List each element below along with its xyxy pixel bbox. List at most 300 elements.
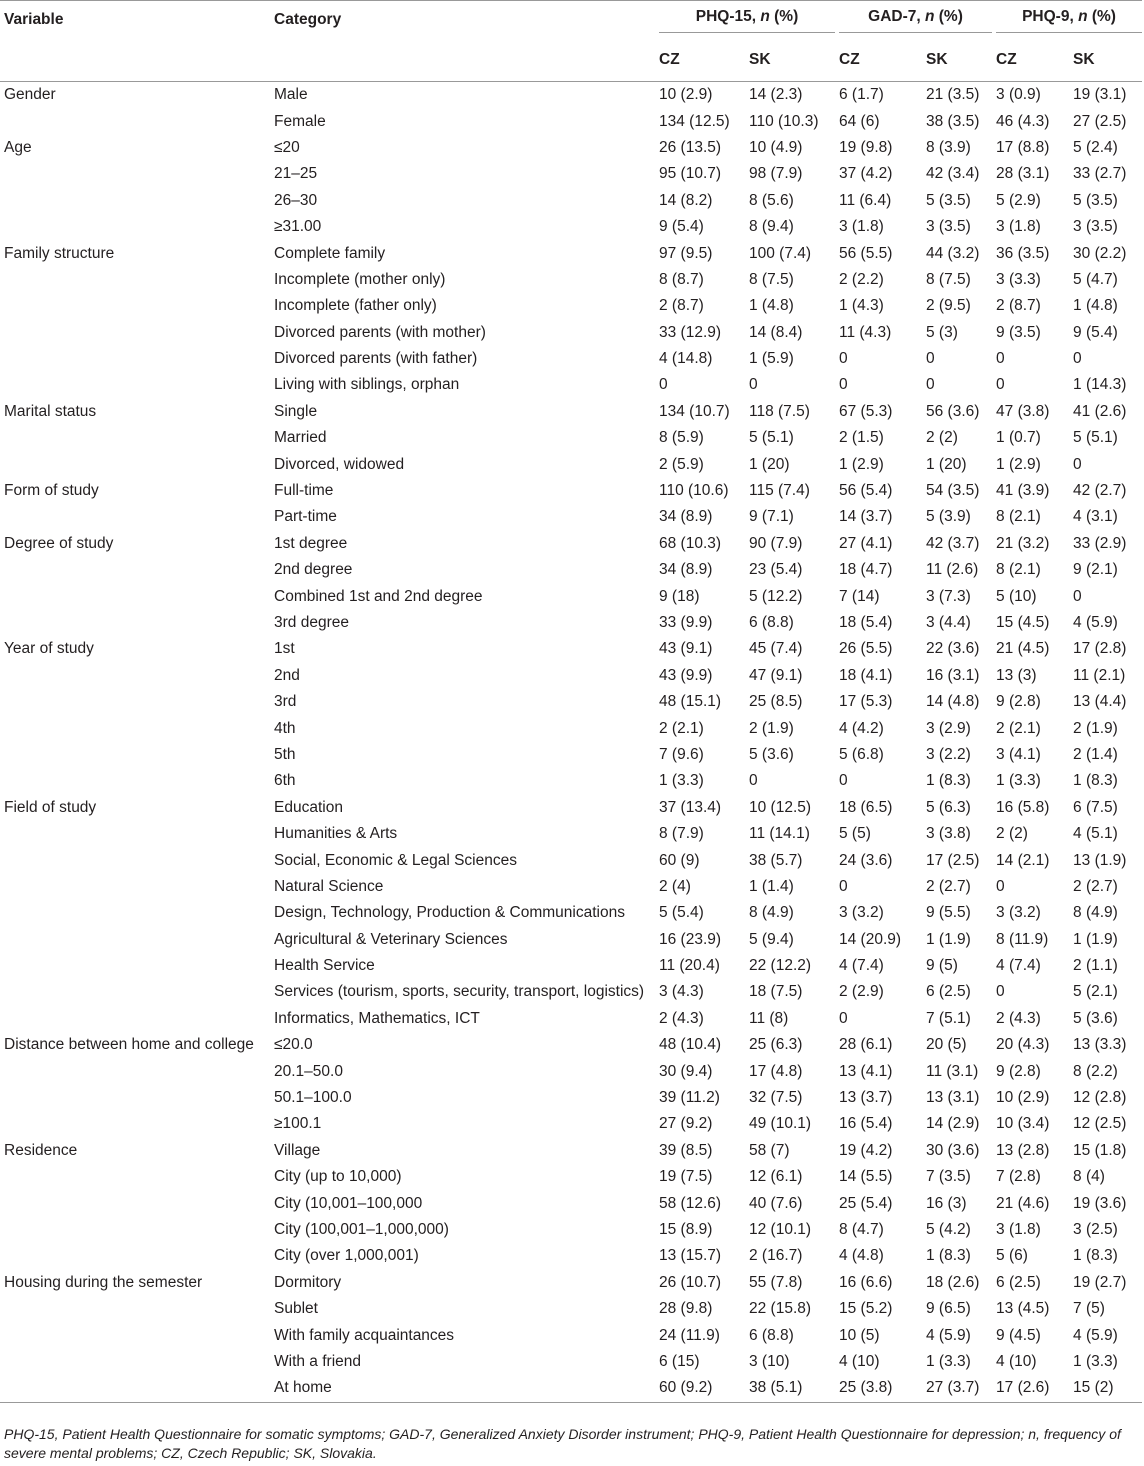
value-cell: 3 (1.8) <box>839 218 884 236</box>
value-cell: 0 <box>1073 350 1082 368</box>
category-cell: 5th <box>274 745 296 763</box>
value-cell: 58 (7) <box>749 1141 790 1159</box>
value-cell: 41 (3.9) <box>996 482 1050 500</box>
value-cell: 5 (3.6) <box>749 745 794 763</box>
value-cell: 16 (3.1) <box>926 666 980 684</box>
value-cell: 25 (3.8) <box>835 1375 922 1402</box>
header-category: Category <box>270 1 655 40</box>
value-cell: 3 (4.1) <box>996 745 1041 763</box>
value-cell: 38 (3.5) <box>926 112 980 130</box>
value-cell: 24 (3.6) <box>839 851 893 869</box>
value-cell: 8 (3.9) <box>926 138 971 156</box>
value-cell: 13 (3) <box>996 666 1037 684</box>
variable-cell <box>0 1164 270 1190</box>
value-cell: 11 (6.4) <box>839 191 892 209</box>
variable-cell <box>0 715 270 741</box>
value-cell: 2 (8.7) <box>996 297 1041 315</box>
value-cell: 8 (2.1) <box>996 561 1041 579</box>
category-cell: 3rd degree <box>274 614 349 631</box>
variable-cell <box>0 267 270 293</box>
value-cell: 4 (10) <box>839 1352 880 1370</box>
header-group-phq9: PHQ-9, n (%) <box>992 1 1142 40</box>
value-cell: 11 (4.3) <box>839 323 892 341</box>
value-cell: 54 (3.5) <box>926 482 980 500</box>
value-cell: 4 (7.4) <box>996 957 1041 975</box>
table-row <box>0 108 1142 134</box>
value-cell: 0 <box>839 772 848 790</box>
value-cell: 17 (2.8) <box>1073 640 1127 658</box>
table-row <box>0 583 1142 609</box>
value-cell: 5 (3.9) <box>926 508 971 526</box>
table-row <box>0 451 1142 477</box>
value-cell: 0 <box>996 877 1005 895</box>
value-cell: 4 (4.8) <box>839 1247 884 1265</box>
variable-cell <box>0 1217 270 1243</box>
value-cell: 9 (18) <box>659 587 700 605</box>
value-cell: 110 (10.6) <box>659 482 729 500</box>
value-cell: 1 (1.9) <box>1073 930 1118 948</box>
table-row <box>0 610 1142 636</box>
value-cell: 10 (3.4) <box>996 1115 1050 1133</box>
value-cell: 2 (1.1) <box>1073 957 1118 975</box>
variable-cell <box>0 1296 270 1322</box>
table-row <box>0 1190 1142 1216</box>
value-cell: 9 (2.1) <box>1073 561 1118 579</box>
table-row <box>0 293 1142 319</box>
value-cell: 0 <box>749 376 758 394</box>
value-cell: 33 (2.9) <box>1073 534 1127 552</box>
value-cell: 19 (3.1) <box>1073 86 1127 104</box>
value-cell: 2 (16.7) <box>749 1247 803 1265</box>
table-row <box>0 82 1142 109</box>
value-cell: 0 <box>839 877 848 895</box>
variable-cell <box>0 979 270 1005</box>
value-cell: 8 (7.5) <box>749 270 794 288</box>
table-header <box>0 1 1142 82</box>
value-cell: 5 (3.6) <box>1073 1009 1118 1027</box>
value-cell: 13 (3.1) <box>926 1089 980 1107</box>
category-cell: Humanities & Arts <box>274 825 398 843</box>
category-cell: City (up to 10,000) <box>274 1168 402 1186</box>
table-row <box>0 161 1142 187</box>
value-cell: 3 (3.2) <box>996 904 1041 922</box>
value-cell: 14 (8.4) <box>749 323 803 341</box>
value-cell: 7 (3.5) <box>926 1168 971 1186</box>
value-cell: 37 (4.2) <box>839 165 893 183</box>
value-cell: 3 (0.9) <box>996 86 1041 104</box>
value-cell: 1 (4.8) <box>749 297 794 315</box>
value-cell: 11 (20.4) <box>659 957 720 975</box>
value-cell: 11 (3.1) <box>926 1062 979 1080</box>
value-cell: 39 (11.2) <box>659 1089 720 1107</box>
value-cell: 9 (2.8) <box>996 693 1041 711</box>
category-cell: Sublet <box>274 1300 318 1318</box>
value-cell: 1 (2.9) <box>996 455 1041 473</box>
table-row <box>0 267 1142 293</box>
value-cell: 18 (4.1) <box>839 666 893 684</box>
value-cell: 2 (1.9) <box>749 719 794 737</box>
table-row <box>0 1006 1142 1032</box>
value-cell: 0 <box>1073 587 1082 605</box>
category-cell: Combined 1st and 2nd degree <box>274 587 483 605</box>
value-cell: 30 (9.4) <box>659 1062 713 1080</box>
value-cell: 5 (2.1) <box>1073 983 1118 1001</box>
value-cell: 21 (4.5) <box>996 640 1050 658</box>
value-cell: 30 (2.2) <box>1073 244 1127 262</box>
value-cell: 37 (13.4) <box>659 798 722 816</box>
table-row <box>0 821 1142 847</box>
category-cell: Incomplete (mother only) <box>274 270 446 288</box>
value-cell: 14 (2.3) <box>749 86 803 104</box>
value-cell: 5 (12.2) <box>749 587 803 605</box>
header-country: SK <box>745 39 835 82</box>
variable-cell: Year of study <box>4 640 94 658</box>
variable-cell: Gender <box>4 86 56 104</box>
value-cell: 2 (1.4) <box>1073 745 1118 763</box>
value-cell: 3 (1.8) <box>996 218 1041 236</box>
value-cell: 18 (4.7) <box>839 561 893 579</box>
value-cell: 21 (4.6) <box>996 1194 1050 1212</box>
value-cell: 7 (2.8) <box>996 1168 1041 1186</box>
value-cell: 0 <box>659 376 668 394</box>
value-cell: 6 (8.8) <box>749 1326 794 1344</box>
value-cell: 13 (3.7) <box>839 1089 893 1107</box>
category-cell: Education <box>274 798 343 816</box>
value-cell: 7 (9.6) <box>659 745 704 763</box>
value-cell: 26 (13.5) <box>659 138 722 156</box>
value-cell: 14 (2.1) <box>996 851 1050 869</box>
value-cell: 3 (3.5) <box>1073 218 1118 236</box>
table-row <box>0 689 1142 715</box>
value-cell: 12 (6.1) <box>749 1168 803 1186</box>
value-cell: 28 (3.1) <box>996 165 1050 183</box>
table-row <box>0 1322 1142 1348</box>
category-cell: 20.1–50.0 <box>274 1062 343 1080</box>
category-cell: Complete family <box>274 244 386 262</box>
table-row <box>0 1375 1142 1402</box>
variable-cell <box>0 583 270 609</box>
table-row <box>0 927 1142 953</box>
value-cell: 40 (7.6) <box>749 1194 803 1212</box>
value-cell: 46 (4.3) <box>996 112 1050 130</box>
value-cell: 2 (8.7) <box>659 297 704 315</box>
value-cell: 13 (1.9) <box>1073 851 1127 869</box>
value-cell: 22 (12.2) <box>749 957 812 975</box>
category-cell: 4th <box>274 719 296 737</box>
table-row <box>0 1243 1142 1269</box>
value-cell: 2 (2.1) <box>996 719 1041 737</box>
value-cell: 1 (3.3) <box>926 1352 971 1370</box>
value-cell: 97 (9.5) <box>659 244 713 262</box>
table-row <box>0 874 1142 900</box>
table-row <box>0 478 1142 504</box>
value-cell: 27 (9.2) <box>659 1115 713 1133</box>
value-cell: 11 (8) <box>749 1009 789 1027</box>
value-cell: 1 (3.3) <box>996 772 1041 790</box>
table-row <box>0 953 1142 979</box>
value-cell: 15 (1.8) <box>1073 1141 1127 1159</box>
value-cell: 5 (4.7) <box>1073 270 1118 288</box>
header-variable: Variable <box>0 1 270 40</box>
value-cell: 9 (4.5) <box>996 1326 1041 1344</box>
value-cell: 14 (2.9) <box>926 1115 980 1133</box>
table-row <box>0 531 1142 557</box>
value-cell: 33 (2.7) <box>1073 165 1127 183</box>
value-cell: 3 (3.5) <box>926 218 971 236</box>
variable-cell <box>0 742 270 768</box>
value-cell: 2 (2.7) <box>926 877 971 895</box>
variable-cell <box>0 927 270 953</box>
variable-cell <box>0 663 270 689</box>
value-cell: 9 (5.5) <box>926 904 971 922</box>
table-row <box>0 847 1142 873</box>
value-cell: 22 (3.6) <box>926 640 980 658</box>
value-cell: 5 (5.1) <box>1073 429 1118 447</box>
variable-cell: Residence <box>4 1141 78 1159</box>
value-cell: 15 (2) <box>1069 1375 1142 1402</box>
category-cell: Divorced parents (with father) <box>274 350 478 368</box>
table-row <box>0 1349 1142 1375</box>
value-cell: 9 (3.5) <box>996 323 1041 341</box>
category-cell: Dormitory <box>274 1273 342 1291</box>
value-cell: 5 (10) <box>996 587 1037 605</box>
value-cell: 3 (2.2) <box>926 745 971 763</box>
value-cell: 13 (2.8) <box>996 1141 1050 1159</box>
variable-cell <box>0 1243 270 1269</box>
table-body <box>0 82 1142 1403</box>
value-cell: 9 (6.5) <box>926 1300 971 1318</box>
value-cell: 56 (5.5) <box>839 244 893 262</box>
category-cell: Part-time <box>274 508 337 526</box>
table-row <box>0 1085 1142 1111</box>
value-cell: 95 (10.7) <box>659 165 722 183</box>
category-cell: 3rd <box>274 693 297 711</box>
value-cell: 4 (3.1) <box>1073 508 1118 526</box>
value-cell: 5 (5.4) <box>659 904 704 922</box>
table-row <box>0 320 1142 346</box>
value-cell: 19 (2.7) <box>1073 1273 1127 1291</box>
value-cell: 19 (7.5) <box>659 1168 713 1186</box>
table-row <box>0 1217 1142 1243</box>
value-cell: 13 (4.4) <box>1073 693 1127 711</box>
value-cell: 4 (4.2) <box>839 719 884 737</box>
category-cell: Divorced, widowed <box>274 455 405 473</box>
value-cell: 10 (2.9) <box>996 1089 1050 1107</box>
value-cell: 5 (9.4) <box>749 930 794 948</box>
value-cell: 17 (2.5) <box>926 851 980 869</box>
variable-cell <box>0 689 270 715</box>
value-cell: 2 (2) <box>996 825 1028 843</box>
value-cell: 8 (5.6) <box>749 191 794 209</box>
value-cell: 42 (2.7) <box>1073 482 1127 500</box>
value-cell: 14 (3.7) <box>839 508 893 526</box>
category-cell: 26–30 <box>274 191 318 209</box>
value-cell: 5 (3.5) <box>1073 191 1118 209</box>
category-cell: City (over 1,000,001) <box>274 1247 419 1265</box>
value-cell: 3 (7.3) <box>926 587 971 605</box>
value-cell: 3 (3.2) <box>839 904 884 922</box>
category-cell: Female <box>274 112 326 130</box>
table-row <box>0 663 1142 689</box>
category-cell: Health Service <box>274 957 375 975</box>
table-row <box>0 1164 1142 1190</box>
table-footnote: PHQ-15, Patient Health Questionnaire for somatic symptoms; GAD-7, Generalized Anxiety Disorder instrument; PHQ-9, Patient Health Questionnaire for depression; n, frequency of severe mental problems; CZ, Czech Republic; SK, Slovakia. <box>4 1426 1121 1461</box>
value-cell: 32 (7.5) <box>749 1089 803 1107</box>
value-cell: 2 (5.9) <box>659 455 704 473</box>
value-cell: 3 (4.4) <box>926 614 971 631</box>
value-cell: 5 (5.1) <box>749 429 794 447</box>
value-cell: 14 (4.8) <box>926 693 980 711</box>
value-cell: 27 (2.5) <box>1073 112 1127 130</box>
variable-cell <box>0 188 270 214</box>
value-cell: 68 (10.3) <box>659 534 722 552</box>
value-cell: 0 <box>839 376 848 394</box>
variable-cell <box>0 504 270 530</box>
value-cell: 4 (5.9) <box>926 1326 971 1344</box>
value-cell: 98 (7.9) <box>749 165 803 183</box>
value-cell: 26 (10.7) <box>659 1273 722 1291</box>
value-cell: 0 <box>996 350 1005 368</box>
value-cell: 2 (9.5) <box>926 297 971 315</box>
value-cell: 26 (5.5) <box>839 640 893 658</box>
value-cell: 2 (1.5) <box>839 429 884 447</box>
category-cell: Design, Technology, Production & Communications <box>274 904 625 922</box>
value-cell: 5 (2.9) <box>996 191 1041 209</box>
category-cell: 21–25 <box>274 165 318 183</box>
value-cell: 7 (5) <box>1073 1300 1105 1318</box>
value-cell: 0 <box>926 376 935 394</box>
value-cell: 118 (7.5) <box>749 402 810 420</box>
variable-cell <box>0 293 270 319</box>
value-cell: 25 (5.4) <box>839 1194 893 1212</box>
value-cell: 0 <box>749 772 758 790</box>
category-cell: At home <box>270 1375 655 1402</box>
variable-cell: Form of study <box>4 482 99 500</box>
value-cell: 11 (2.6) <box>926 561 979 579</box>
variable-cell <box>0 1190 270 1216</box>
value-cell: 5 (5) <box>839 825 871 843</box>
value-cell: 8 (7.9) <box>659 825 704 843</box>
value-cell: 8 (4.9) <box>749 904 794 922</box>
value-cell: 4 (14.8) <box>659 350 713 368</box>
value-cell: 1 (14.3) <box>1073 376 1127 394</box>
value-cell: 115 (7.4) <box>749 482 810 500</box>
value-cell: 3 (4.3) <box>659 983 704 1001</box>
value-cell: 8 (4) <box>1073 1168 1105 1186</box>
value-cell: 0 <box>839 350 848 368</box>
category-cell: Full-time <box>274 482 334 500</box>
value-cell: 6 (7.5) <box>1073 798 1118 816</box>
value-cell: 48 (10.4) <box>659 1036 722 1054</box>
value-cell: 55 (7.8) <box>749 1273 803 1291</box>
value-cell: 2 (4) <box>659 877 691 895</box>
value-cell: 0 <box>1073 455 1082 473</box>
value-cell: 6 (1.7) <box>839 86 884 104</box>
value-cell: 25 (8.5) <box>749 693 803 711</box>
value-cell: 58 (12.6) <box>659 1194 722 1212</box>
table-row <box>0 1058 1142 1084</box>
value-cell: 1 (1.4) <box>749 877 794 895</box>
category-cell: Services (tourism, sports, security, transport, logistics) <box>274 983 645 1001</box>
category-cell: 2nd <box>274 666 300 684</box>
variable-cell <box>0 1058 270 1084</box>
header-country: SK <box>1069 39 1142 82</box>
variable-cell <box>0 451 270 477</box>
value-cell: 8 (4.9) <box>1073 904 1118 922</box>
value-cell: 16 (5.8) <box>996 798 1050 816</box>
value-cell: 20 (4.3) <box>996 1036 1050 1054</box>
value-cell: 0 <box>996 376 1005 394</box>
value-cell: 19 (9.8) <box>839 138 893 156</box>
header-country: CZ <box>835 39 922 82</box>
table-row <box>0 135 1142 161</box>
category-cell: 50.1–100.0 <box>274 1089 352 1107</box>
variable-cell: Degree of study <box>4 534 114 552</box>
value-cell: 18 (2.6) <box>926 1273 980 1291</box>
category-cell: ≥100.1 <box>274 1115 322 1133</box>
value-cell: 9 (5.4) <box>659 218 704 236</box>
value-cell: 19 (4.2) <box>839 1141 893 1159</box>
value-cell: 2 (2.1) <box>659 719 704 737</box>
value-cell: 3 (3.3) <box>996 270 1041 288</box>
category-cell: 1st <box>274 640 295 658</box>
category-cell: City (10,001–100,000 <box>274 1194 423 1212</box>
value-cell: 43 (9.1) <box>659 640 713 658</box>
value-cell: 5 (3) <box>926 323 958 341</box>
header-group-gad7: GAD-7, n (%) <box>835 1 992 40</box>
value-cell: 5 (6.3) <box>926 798 971 816</box>
table-row <box>0 1111 1142 1137</box>
category-cell: Male <box>274 86 308 104</box>
value-cell: 30 (3.6) <box>926 1141 980 1159</box>
value-cell: 2 (1.9) <box>1073 719 1118 737</box>
value-cell: 18 (5.4) <box>839 614 893 631</box>
value-cell: 9 (7.1) <box>749 508 794 526</box>
value-cell: 34 (8.9) <box>659 561 713 579</box>
variable-cell <box>0 214 270 240</box>
variable-cell <box>0 557 270 583</box>
value-cell: 3 (2.5) <box>1073 1220 1118 1238</box>
value-cell: 2 (2) <box>926 429 958 447</box>
category-cell: City (100,001–1,000,000) <box>274 1220 449 1238</box>
category-cell: Incomplete (father only) <box>274 297 437 315</box>
value-cell: 4 (10) <box>996 1352 1037 1370</box>
variable-cell <box>0 1006 270 1032</box>
table-row <box>0 372 1142 398</box>
value-cell: 16 (23.9) <box>659 930 722 948</box>
value-cell: 19 (3.6) <box>1073 1194 1127 1212</box>
category-cell: With a friend <box>274 1352 362 1370</box>
header-group-phq15: PHQ-15, n (%) <box>655 1 835 40</box>
table-row <box>0 188 1142 214</box>
value-cell: 10 (5) <box>839 1326 880 1344</box>
value-cell: 67 (5.3) <box>839 402 893 420</box>
category-cell: ≤20 <box>274 138 300 156</box>
value-cell: 4 (5.9) <box>1073 1326 1118 1344</box>
header-blank <box>270 39 655 82</box>
value-cell: 56 (5.4) <box>839 482 893 500</box>
value-cell: 33 (12.9) <box>659 323 722 341</box>
value-cell: 6 (8.8) <box>749 614 794 631</box>
value-cell: 18 (6.5) <box>839 798 893 816</box>
value-cell: 1 (20) <box>749 455 790 473</box>
value-cell: 1 (8.3) <box>926 1247 971 1265</box>
category-cell: ≤20.0 <box>274 1036 313 1054</box>
value-cell: 9 (5) <box>926 957 958 975</box>
value-cell: 1 (3.3) <box>659 772 704 790</box>
table-row <box>0 240 1142 266</box>
value-cell: 20 (5) <box>926 1036 967 1054</box>
